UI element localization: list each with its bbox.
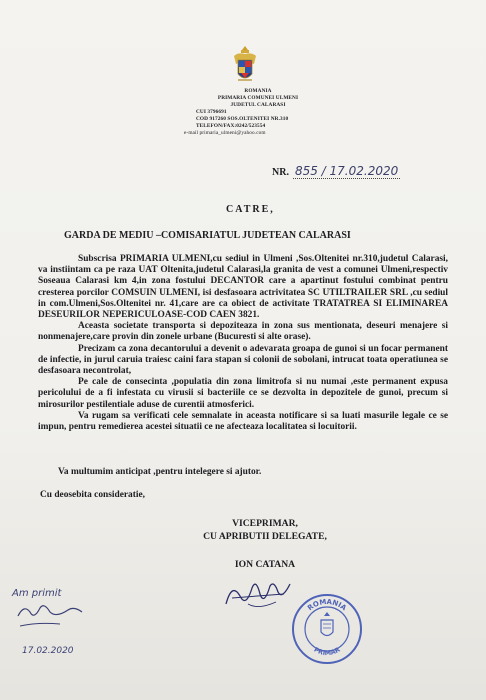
stamp-top-text: ROMANIA — [306, 597, 348, 613]
thanks-line: Va multumim anticipat ,pentru intelegere si ajutor. — [58, 467, 262, 477]
signatory-name: ION CATANA — [234, 559, 296, 570]
regards-line: Cu deosebita consideratie, — [40, 490, 145, 500]
letterhead-country: ROMANIA — [244, 88, 272, 94]
paragraph: Va rugam sa verificati cele semnalate in aceasta notificare si sa luati masurile legale ce se impun, pentru remedierea acestei situatii ce ne afecteaza localitatea si locuitorii. — [38, 410, 448, 433]
registration-number — [272, 164, 400, 178]
letterhead-institution: PRIMARIA COMUNEI ULMENI — [217, 95, 299, 101]
registration-value: 855 / 17.02.2020 — [294, 164, 399, 178]
letterhead-address: COD 917260 SOS.OLTENITEI NR.310 — [196, 116, 289, 122]
signatory-subtitle: CU APRIBUTII DELEGATE, — [203, 531, 327, 542]
signatory-title: VICEPRIMAR, — [232, 518, 298, 529]
paragraph: Precizam ca zona decantorului a devenit o adevarata groapa de gunoi si un focar permanent de infectie, in jurul caruia traiesc caini fara stapan si colonii de sobolani, intrucat toata operatiunea se desfasoara necontrolat, — [38, 343, 448, 377]
paragraph: Pe cale de consecinta ,populatia din zona limitrofa si nu numai ,este permanent expusa pericolului de a fi infestata cu virusii si bacteriile ce se dezvolta in depozitele de gunoi, precum si mirosurilor pestilentiale aduse de curentii atmosferici. — [38, 377, 448, 410]
recipient-heading: CATRE, — [226, 204, 275, 215]
letterhead — [178, 88, 338, 137]
svg-text:PRIMAR — [312, 646, 341, 658]
recipient-institution: GARDA DE MEDIU –COMISARIATUL JUDETEAN CALARASI — [64, 230, 351, 241]
official-stamp-icon — [290, 592, 364, 666]
received-signature-icon — [8, 582, 98, 654]
signature-icon — [218, 574, 298, 612]
coat-of-arms-icon — [232, 44, 258, 86]
registration-label: NR. — [272, 167, 289, 178]
stamp-bottom-text: PRIMAR — [312, 645, 342, 658]
letterhead-county: JUDETUL CALARASI — [230, 102, 286, 108]
letterhead-cui: CUI 3796691 — [196, 109, 227, 115]
paragraph: Subscrisa PRIMARIA ULMENI,cu sediul in Ulmeni ,Sos.Oltenitei nr.310,judetul Calarasi, va instiintam ca pe raza UAT Oltenita,judetul Calarasi,la granita de vest a comunei Ulmeni,respectiv Soseaua Calarasi km 4,in zona fostului DECANTOR care a apartinut fostului combinat pentru cresterea porcilor COMSUIN ULMENI, isi desfasoara actrivitatea SC UTILTRAILER SRL ,cu sediul in com.Ulmeni,Sos.Oltenitei nr. 41,care are ca obiect de activitate TRATATREA SI ELIMINAREA DESEURILOR NEPERICULOASE-COD CAEN 3821. — [38, 254, 448, 321]
svg-text:ROMANIA — [306, 598, 348, 613]
letterhead-phone: TELEFON/FAX:0242/523554 — [196, 123, 266, 129]
received-note-text: Am primit — [12, 588, 62, 599]
paragraph: Aceasta societate transporta si depoziteaza in zona sus mentionata, deseuri menajere si nonmenajere,care provin din zonele urbane (Bucuresti si alte orase). — [38, 321, 448, 343]
received-note-date: 17.02.2020 — [22, 646, 74, 656]
letterhead-email: e-mail primaria_ulmeni@yahoo.com — [184, 130, 266, 136]
letter-body — [38, 254, 448, 433]
